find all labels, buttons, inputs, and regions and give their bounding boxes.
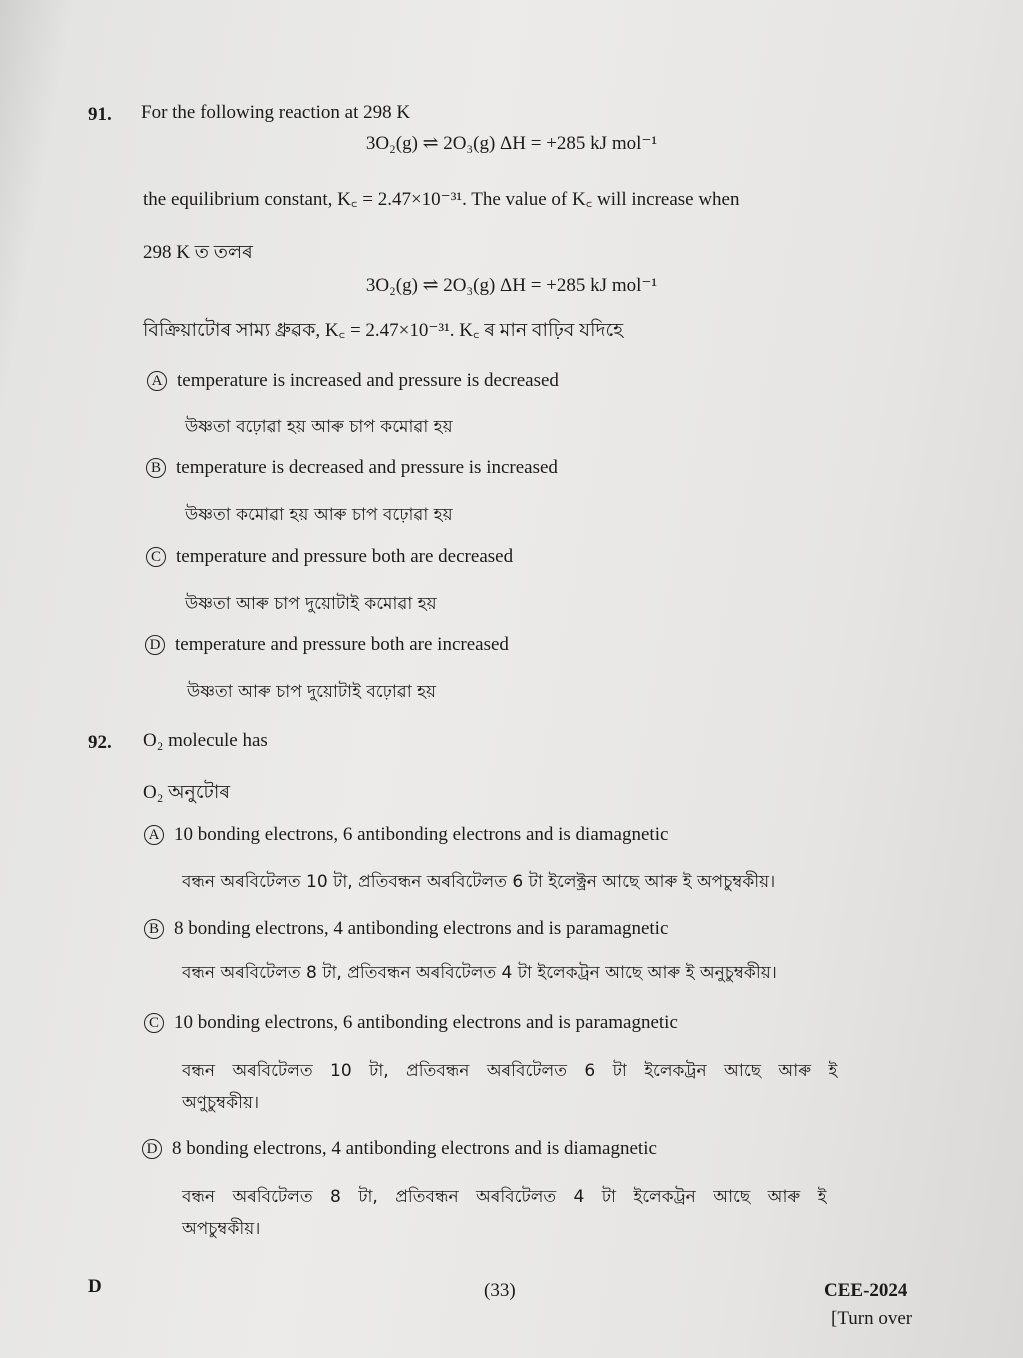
option-text: 8 bonding electrons, 4 antibonding electrons and is diamagnetic xyxy=(172,1138,657,1159)
option-text: temperature and pressure both are increased xyxy=(175,634,509,655)
option-letter: A xyxy=(144,825,164,845)
option-text: 10 bonding electrons, 6 antibonding electrons and is diamagnetic xyxy=(174,824,669,845)
option-letter: C xyxy=(146,547,166,567)
option-text-assamese: বন্ধন অৰবিটেলত 8 টা, প্ৰতিবন্ধন অৰবিটেলত 4 টা ইলেকট্ৰন আছে আৰু ই অনুচুম্বকীয়। xyxy=(182,963,777,983)
option-b[interactable] xyxy=(144,918,668,940)
option-d[interactable] xyxy=(142,1138,657,1160)
page-number: (33) xyxy=(484,1280,516,1301)
option-text: 10 bonding electrons, 6 antibonding electrons and is paramagnetic xyxy=(174,1012,678,1033)
option-text-assamese-continued: অপচুম্বকীয়। xyxy=(182,1219,261,1239)
option-text-assamese: বন্ধন অৰবিটেলত 10 টা, প্ৰতিবন্ধন অৰবিটেলত 6 টা ইলেকট্ৰন আছে আৰু ই xyxy=(182,1061,838,1081)
option-c[interactable] xyxy=(146,546,513,568)
option-letter: B xyxy=(144,919,164,939)
option-d[interactable] xyxy=(145,634,509,656)
option-text-assamese: উষ্ণতা কমোৱা হয় আৰু চাপ বঢ়োৱা হয় xyxy=(185,505,453,525)
option-text-assamese: উষ্ণতা আৰু চাপ দুয়োটাই বঢ়োৱা হয় xyxy=(187,682,437,702)
option-text-assamese: বন্ধন অৰবিটেলত 8 টা, প্ৰতিবন্ধন অৰবিটেলত 4 টা ইলেকট্ৰন আছে আৰু ই xyxy=(182,1187,827,1207)
question-number: 92. xyxy=(88,732,112,753)
reaction-equation: 3O₂(g) ⇌ 2O₃(g) ΔH = +285 kJ mol⁻¹ xyxy=(365,133,658,154)
exam-name: CEE-2024 xyxy=(824,1280,908,1301)
question-stem-assamese: O₂ অনুটোৰ xyxy=(143,782,231,803)
option-text-assamese: বন্ধন অৰবিটেলত 10 টা, প্ৰতিবন্ধন অৰবিটেলত 6 টা ইলেক্ট্ৰন আছে আৰু ই অপচুম্বকীয়। xyxy=(182,872,776,892)
question-stem: the equilibrium constant, K꜀ = 2.47×10⁻³¹. The value of K꜀ will increase when xyxy=(143,189,740,210)
option-text: temperature is increased and pressure is decreased xyxy=(177,370,559,391)
option-letter: C xyxy=(144,1013,164,1033)
option-b[interactable] xyxy=(146,457,558,479)
question-stem: O₂ molecule has xyxy=(143,730,268,751)
option-a[interactable] xyxy=(144,824,668,846)
option-c[interactable] xyxy=(144,1012,678,1034)
question-number: 91. xyxy=(88,104,112,125)
turn-over-note: [Turn over xyxy=(831,1308,913,1329)
question-intro-assamese: 298 K ত তলৰ xyxy=(143,242,253,263)
option-letter: B xyxy=(146,458,166,478)
option-text-assamese-continued: অণুচুম্বকীয়। xyxy=(182,1093,260,1113)
option-letter: D xyxy=(145,635,165,655)
question-intro: For the following reaction at 298 K xyxy=(141,102,411,123)
option-text-assamese: উষ্ণতা আৰু চাপ দুয়োটাই কমোৱা হয় xyxy=(185,594,437,614)
option-text: temperature and pressure both are decreased xyxy=(176,546,514,567)
option-letter: D xyxy=(142,1139,162,1159)
option-text: temperature is decreased and pressure is increased xyxy=(176,457,558,478)
question-stem-assamese: বিক্রিয়াটোৰ সাম্য ধ্রুৱক, K꜀ = 2.47×10⁻³¹. K꜀ ৰ মান বাঢ়িব যদিহে xyxy=(143,320,624,341)
option-text-assamese: উষ্ণতা বঢ়োৱা হয় আৰু চাপ কমোৱা হয় xyxy=(185,417,453,437)
reaction-equation-assamese: 3O₂(g) ⇌ 2O₃(g) ΔH = +285 kJ mol⁻¹ xyxy=(365,275,658,296)
option-text: 8 bonding electrons, 4 antibonding electrons and is paramagnetic xyxy=(174,918,669,939)
booklet-set: D xyxy=(88,1276,102,1297)
option-letter: A xyxy=(147,371,167,391)
option-a[interactable] xyxy=(147,370,559,392)
